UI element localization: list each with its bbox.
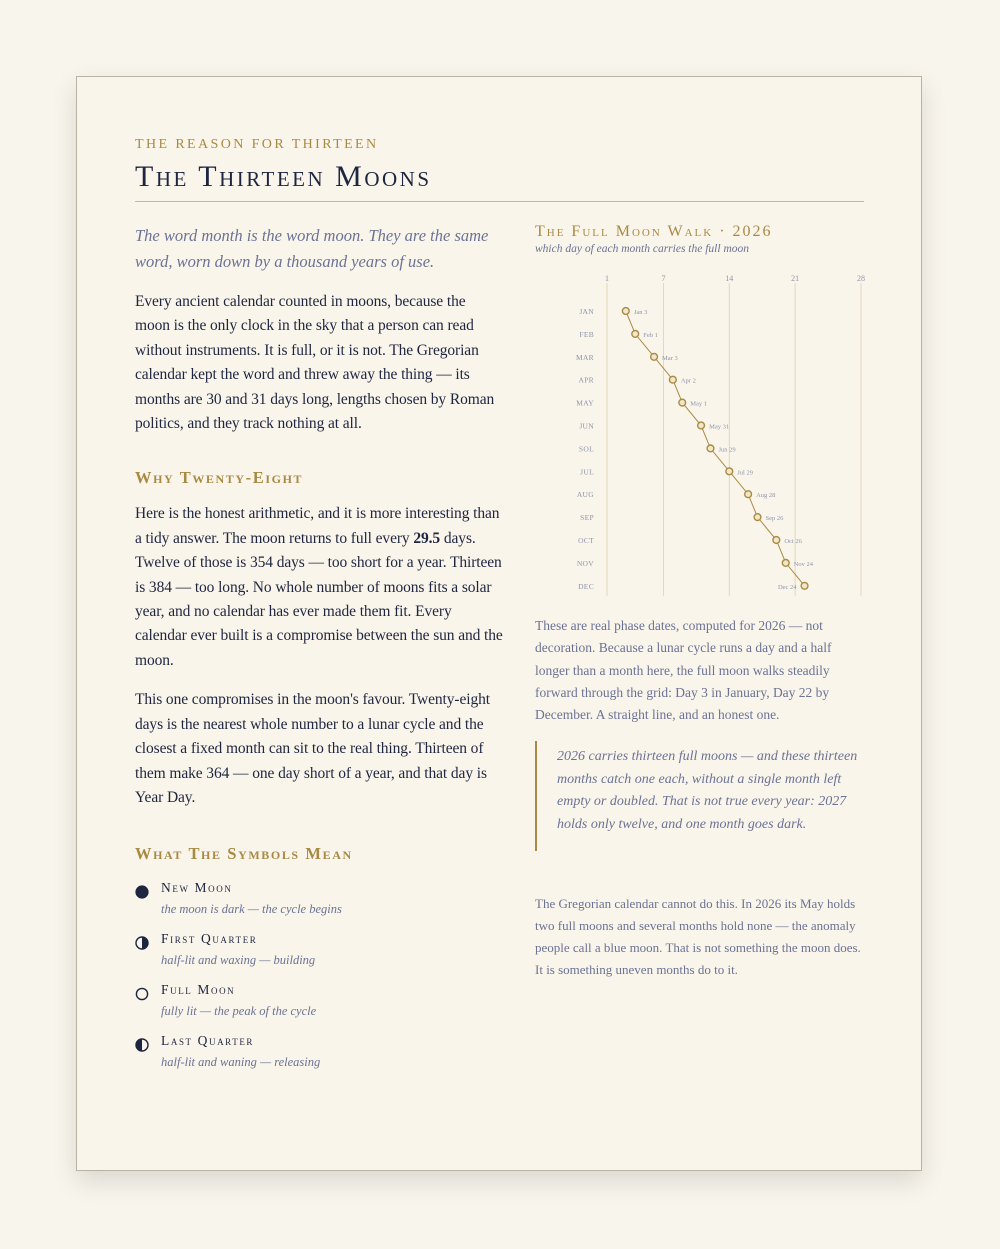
symbol-last-quarter [135,1033,503,1084]
arithmetic-text-end: days. Twelve of those is 354 days — too short for a year. Thirteen is 384 — too long. No whole number of moons fits a solar year, and no calendar has ever made them fit. Every calendar ever built is a compromise between the sun and the moon. [135,529,503,669]
footnote: The Gregorian calendar cannot do this. In 2026 its May holds two full moons and several months hold none — the anomaly people call a blue moon. That is not something the moon does. It is something uneven months do to it. [535,896,861,977]
month-label: APR [578,375,594,385]
walk-line [626,311,805,586]
symbol-full-moon [135,982,503,1033]
arithmetic-text-start: Here is the honest arithmetic, and it is more interesting than a tidy answer. The moon returns to full every [135,505,500,547]
date-label: Jul 29 [737,469,754,477]
right-column [535,223,865,977]
month-label: JUL [580,467,594,477]
last-quarter-icon [135,1038,149,1052]
new-moon-icon [135,885,149,899]
full-moon-point [773,537,780,544]
x-tick-label: 1 [605,274,609,283]
month-label: MAR [576,352,594,362]
full-moon-icon [135,987,149,1001]
full-moon-point [698,422,705,429]
lunar-cycle-value: 29.5 [413,529,441,547]
full-moon-walk-chart [535,271,865,601]
symbol-description: the moon is dark — the cycle begins [161,902,342,917]
symbol-first-quarter [135,931,503,982]
month-label: FEB [579,329,594,339]
date-label: Apr 2 [680,377,696,385]
symbol-name: Last Quarter [161,1033,255,1049]
month-label: SEP [580,513,594,523]
symbol-new-moon [135,880,503,931]
month-label: OCT [578,536,594,545]
intro-paragraph: Every ancient calendar counted in moons, because the moon is the only clock in the sky that a person can read without instruments. It is full, or it is not. The Gregorian calendar kept the word and threw away the thing — its months are 30 and 31 days long, lengths chosen by Roman politics, and they track nothing at all. [135,293,495,433]
x-tick-label: 21 [791,274,800,283]
section-heading-symbols: What The Symbols Mean [135,844,353,864]
full-moon-point [801,582,808,589]
month-label: JUN [579,421,594,431]
full-moon-point [707,445,714,452]
title-rule [135,201,864,202]
symbol-name: Full Moon [161,982,236,998]
full-moon-point [754,514,761,521]
pull-quote: 2026 carries thirteen full moons — and these thirteen months catch one each, without a single month left empty or doubled. That is not true every year: 2027 holds only twelve, and one month goes dark. [535,741,865,851]
x-tick-label: 7 [661,274,666,283]
date-label: May 1 [690,400,708,408]
full-moon-point [669,376,676,383]
page-title: The Thirteen Moons [135,160,432,193]
section-heading-twenty-eight: Why Twenty-Eight [135,468,304,488]
date-label: Mar 3 [662,354,678,362]
full-moon-point [745,491,752,498]
month-label: DEC [578,581,594,591]
full-moon-point [651,353,658,360]
symbol-description: half-lit and waning — releasing [161,1055,321,1070]
left-column [135,223,503,1084]
month-label: NOV [576,558,594,568]
symbol-description: fully lit — the peak of the cycle [161,1004,317,1019]
page-kicker: THE REASON FOR THIRTEEN [135,137,379,152]
chart-explanation: These are real phase dates, computed for 2026 — not decoration. Because a lunar cycle runs a day and a half longer than a month here, the full moon walks steadily forward through the grid: Day 3 in January, Day 22 by December. A straight line, and an honest one. [535,618,832,723]
x-tick-label: 14 [725,274,734,283]
date-label: Nov 24 [793,560,814,568]
symbol-name: New Moon [161,880,233,896]
compromise-paragraph: This one compromises in the moon's favour. Twenty-eight days is the nearest whole number to a lunar cycle and the closest a fixed month can sit to the real thing. Thirteen of them make 364 — one day short of a year, and that day is Year Day. [135,691,490,806]
date-label: Jun 29 [718,446,736,454]
symbol-description: half-lit and waxing — building [161,953,316,968]
date-label: May 31 [709,423,730,431]
full-moon-point [726,468,733,475]
date-label: Oct 26 [784,538,802,545]
page-sheet [76,76,922,1171]
intro-lede: The word month is the word moon. They are the same word, worn down by a thousand years of use. [135,226,489,271]
month-label: JAN [579,307,594,316]
x-tick-label: 28 [857,274,865,283]
full-moon-point [632,331,639,338]
chart-subtitle: which day of each month carries the full moon [535,243,749,255]
full-moon-point [782,560,789,567]
date-label: Dec 24 [777,583,797,591]
month-label: MAY [576,398,594,408]
chart-title: The Full Moon Walk · 2026 [535,223,773,240]
month-label: SOL [578,444,594,454]
symbol-name: First Quarter [161,931,258,947]
date-label: Jan 3 [633,309,648,316]
full-moon-point [622,308,629,315]
first-quarter-icon [135,936,149,950]
month-label: AUG [576,490,594,500]
date-label: Feb 1 [643,331,658,339]
date-label: Sep 26 [765,515,784,523]
full-moon-point [679,399,686,406]
arithmetic-paragraph [135,502,503,673]
date-label: Aug 28 [756,492,776,500]
